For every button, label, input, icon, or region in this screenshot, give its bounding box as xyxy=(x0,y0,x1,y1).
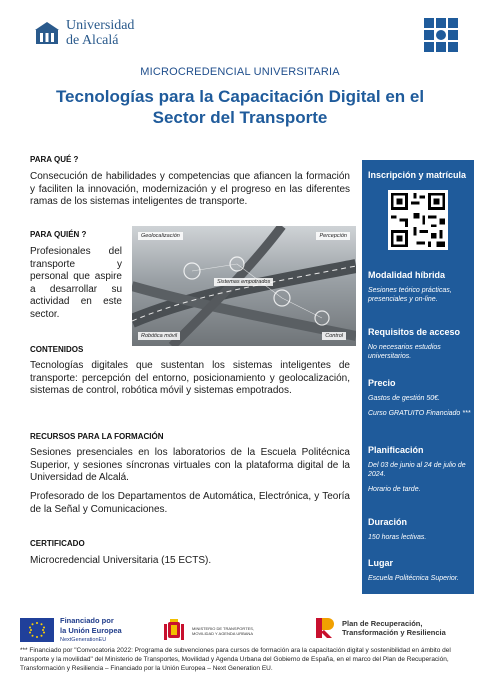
university-crest-icon xyxy=(34,20,60,46)
eu-funding-text: Financiado por la Unión Europea NextGenerationEU xyxy=(60,616,122,643)
section-heading-para-quien: PARA QUIÉN ? xyxy=(30,230,87,239)
sidebar-planificacion-text-2: Horario de tarde. xyxy=(368,486,421,493)
spain-coat-of-arms-icon xyxy=(162,618,186,644)
qr-code-icon[interactable] xyxy=(388,190,448,250)
sidebar-duracion-heading: Duración xyxy=(368,517,408,527)
transport-illustration xyxy=(132,226,356,346)
school-logo xyxy=(424,18,458,57)
ministry-logo xyxy=(162,618,262,644)
sidebar-modalidad-heading: Modalidad híbrida xyxy=(368,270,446,280)
section-heading-certificado: CERTIFICADO xyxy=(30,539,85,548)
ministry-name: MINISTERIO DE TRANSPORTES, MOVILIDAD Y AGENDA URBANA xyxy=(192,626,255,636)
section-text-para-quien: Profesionales del transporte y personal que aspire a desarrollar su actividad en este sector. xyxy=(30,246,122,320)
university-logo xyxy=(34,18,134,48)
section-text-recursos-1: Sesiones presenciales en los laboratorios de la Escuela Politécnica Superior, y sesiones síncronas virtuales con la plataforma digital de la Universidad de Alcalá. xyxy=(30,447,350,483)
sidebar-planificacion-text-1: Del 03 de junio al 24 de julio de 2024. xyxy=(368,462,466,478)
section-heading-contenidos: CONTENIDOS xyxy=(30,345,84,354)
sidebar-precio-text-2: Curso GRATUITO Financiado *** xyxy=(368,410,471,417)
university-name-line2: de Alcalá xyxy=(66,33,119,48)
sidebar-precio-heading: Precio xyxy=(368,378,396,388)
sidebar-planificacion-heading: Planificación xyxy=(368,445,424,455)
section-text-para-que: Consecución de habilidades y competencias que afiancen la formación y faciliten la innovación, modernización y el progreso en las diferentes ramas de los sistemas inteligentes de transporte. xyxy=(30,171,350,207)
section-heading-recursos: RECURSOS PARA LA FORMACIÓN xyxy=(30,432,164,441)
prtr-logo: Plan de Recuperación, Transformación y Resiliencia xyxy=(314,616,446,640)
section-heading-para-que: PARA QUÉ ? xyxy=(30,155,79,164)
image-label-robotica: Robótica móvil xyxy=(138,332,180,340)
grid-logo-icon xyxy=(424,18,458,52)
sidebar-requisitos-text: No necesarios estudios universitarios. xyxy=(368,344,441,360)
eu-flag-icon xyxy=(20,618,54,642)
sidebar-precio-text-1: Gastos de gestión 50€. xyxy=(368,395,440,402)
highway-image xyxy=(132,226,356,346)
section-text-certificado: Microcredencial Universitaria (15 ECTS). xyxy=(30,555,212,566)
image-label-empotrados: Sistemas empotrados xyxy=(214,278,273,286)
prtr-icon xyxy=(314,616,336,640)
sidebar-requisitos-heading: Requisitos de acceso xyxy=(368,327,461,337)
kicker: MICROCREDENCIAL UNIVERSITARIA xyxy=(140,66,340,78)
info-sidebar xyxy=(362,160,474,594)
sidebar-inscripcion-heading: Inscripción y matrícula xyxy=(368,170,467,180)
image-label-geolocalizacion: Geolocalización xyxy=(138,232,183,240)
sidebar-modalidad-text: Sesiones teórico prácticas, presenciales y on-line. xyxy=(368,287,452,303)
funding-footnote: *** Financiado por "Convocatoria 2022: Programa de subvenciones para cursos de formación ara la capacitación digital y sostenibilidad en ámbito del transporte y la movilidad" del Ministerio de Transportes, Movilidad y Agenda Urbana del Gobierno de España, en el marco del Plan de Recuperación, Transformación y Resiliencia – Financiado por la Unión Europea – Next Generation EU. xyxy=(20,647,451,672)
sidebar-duracion-text: 150 horas lectivas. xyxy=(368,534,427,541)
image-label-control: Control xyxy=(322,332,346,340)
image-label-percepcion: Percepción xyxy=(316,232,350,240)
section-text-contenidos: Tecnologías digitales que sustentan los sistemas inteligentes de transporte: percepción del entorno, posicionamiento y geolocalización, sistemas de control, robótica móvil y sistemas empotrados. xyxy=(30,360,350,396)
page-title: Tecnologías para la Capacitación Digital en el Sector del Transporte xyxy=(55,87,425,127)
sidebar-lugar-heading: Lugar xyxy=(368,558,394,568)
university-name-line1: Universidad xyxy=(66,18,135,33)
section-text-recursos-2: Profesorado de los Departamentos de Automática, Electrónica, y Teoría de la Señal y Comunicaciones. xyxy=(30,491,350,515)
sidebar-lugar-text: Escuela Politécnica Superior. xyxy=(368,575,459,582)
